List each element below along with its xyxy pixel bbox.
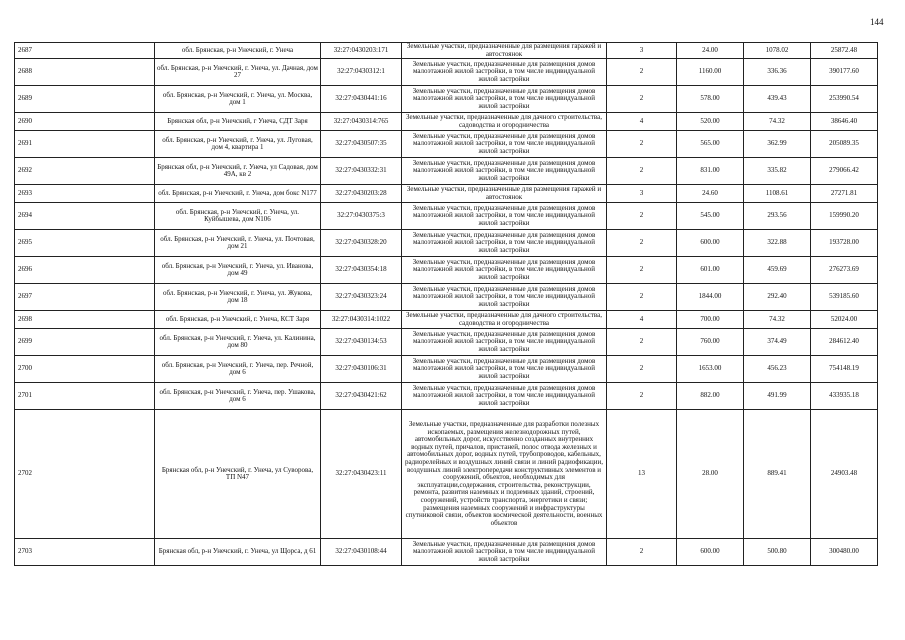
land-use-purpose-cell: Земельные участки, предназначенные для дачного строительства, садоводства и огородничества [402,113,607,131]
land-use-purpose-cell: Земельные участки, предназначенные для размещения домов малоэтажной жилой застройки, в том числе индивидуальной жилой застройки [402,539,607,566]
table-row [15,59,878,86]
cadastral-value-cell: 300480.00 [811,539,878,566]
specific-value-cell: 335.82 [744,158,811,185]
cadastral-number-cell: 32:27:0430106:31 [321,356,402,383]
specific-value-cell: 74.32 [744,113,811,131]
cadastral-value-cell: 193728.00 [811,230,878,257]
table-row [15,410,878,539]
land-use-purpose-cell: Земельные участки, предназначенные для размещения домов малоэтажной жилой застройки, в том числе индивидуальной жилой застройки [402,383,607,410]
area-cell: 578.00 [677,86,744,113]
address-cell: обл. Брянская, р-н Унечский, г. Унеча, ул. Куйбышева, дом N106 [155,203,321,230]
cadastral-number-cell: 32:27:0430421:62 [321,383,402,410]
land-use-purpose-cell: Земельные участки, предназначенные для размещения домов малоэтажной жилой застройки, в том числе индивидуальной жилой застройки [402,59,607,86]
address-cell: обл. Брянская, р-н Унечский, г. Унеча, ул. Луговая, дом 4, квартира 1 [155,131,321,158]
use-group-cell: 2 [607,383,677,410]
land-use-purpose-cell: Земельные участки, предназначенные для размещения домов малоэтажной жилой застройки, в том числе индивидуальной жилой застройки [402,86,607,113]
area-cell: 600.00 [677,230,744,257]
cadastral-number-cell: 32:27:0430323:24 [321,284,402,311]
specific-value-cell: 500.80 [744,539,811,566]
row-number-cell: 2701 [15,383,155,410]
address-cell: обл. Брянская, р-н Унечский, г. Унеча, пер. Ушакова, дом 6 [155,383,321,410]
cadastral-value-cell: 284612.40 [811,329,878,356]
area-cell: 520.00 [677,113,744,131]
cadastral-number-cell: 32:27:0430203:28 [321,185,402,203]
row-number-cell: 2688 [15,59,155,86]
area-cell: 600.00 [677,539,744,566]
cadastral-number-cell: 32:27:0430314:1022 [321,311,402,329]
table-row [15,230,878,257]
area-cell: 1653.00 [677,356,744,383]
table-row [15,383,878,410]
cadastral-number-cell: 32:27:0430375:3 [321,203,402,230]
land-use-purpose-cell: Земельные участки, предназначенные для размещения домов малоэтажной жилой застройки, в том числе индивидуальной жилой застройки [402,131,607,158]
table-row [15,311,878,329]
area-cell: 700.00 [677,311,744,329]
area-cell: 24.60 [677,185,744,203]
table-body [15,43,878,566]
land-use-purpose-cell: Земельные участки, предназначенные для размещения домов малоэтажной жилой застройки, в том числе индивидуальной жилой застройки [402,158,607,185]
table-row [15,113,878,131]
table-row [15,257,878,284]
area-cell: 565.00 [677,131,744,158]
specific-value-cell: 322.88 [744,230,811,257]
land-use-purpose-cell: Земельные участки, предназначенные для дачного строительства, садоводства и огородничества [402,311,607,329]
row-number-cell: 2700 [15,356,155,383]
table-row [15,356,878,383]
land-use-purpose-cell: Земельные участки, предназначенные для разработки полезных ископаемых, размещения железнодорожных путей, автомобильных дорог, искусственно созданных внутренних водных путей, причалов, пристаней, полос отвода железных и автомобильных дорог, водных путей, трубопроводов, кабельных, радиорелейных и воздушных линий связи и линий радиофикации, воздушных линий электропередачи конструктивных элементов и сооружений, объектов, необходимых для эксплуатации,содержания, строительства, реконструкции, ремонта, развития наземных и подземных зданий, строений, сооружений, устройств транспорта, энергетики и связи; размещения наземных сооружений и инфраструктуры спутниковой связи, объектов космической деятельности, военных объектов [402,410,607,539]
specific-value-cell: 456.23 [744,356,811,383]
land-use-purpose-cell: Земельные участки, предназначенные для размещения домов малоэтажной жилой застройки, в том числе индивидуальной жилой застройки [402,257,607,284]
use-group-cell: 2 [607,86,677,113]
cadastral-number-cell: 32:27:0430312:1 [321,59,402,86]
cadastral-number-cell: 32:27:0430328:20 [321,230,402,257]
use-group-cell: 13 [607,410,677,539]
cadastral-value-cell: 25872.48 [811,43,878,59]
land-use-purpose-cell: Земельные участки, предназначенные для размещения домов малоэтажной жилой застройки, в том числе индивидуальной жилой застройки [402,356,607,383]
address-cell: обл. Брянская, р-н Унечский, г. Унеча, ул. Иванова, дом 49 [155,257,321,284]
use-group-cell: 2 [607,203,677,230]
row-number-cell: 2699 [15,329,155,356]
land-use-purpose-cell: Земельные участки, предназначенные для размещения домов малоэтажной жилой застройки, в том числе индивидуальной жилой застройки [402,284,607,311]
cadastral-number-cell: 32:27:0430423:11 [321,410,402,539]
address-cell: обл. Брянская, р-н Унечский, г. Унеча, ул. Почтовая, дом 21 [155,230,321,257]
cadastral-value-cell: 159990.20 [811,203,878,230]
row-number-cell: 2702 [15,410,155,539]
use-group-cell: 2 [607,284,677,311]
specific-value-cell: 1078.02 [744,43,811,59]
use-group-cell: 2 [607,539,677,566]
row-number-cell: 2691 [15,131,155,158]
land-registry-table [14,42,878,566]
address-cell: обл. Брянская, р-н Унечский, г. Унеча [155,43,321,59]
cadastral-number-cell: 32:27:0430108:44 [321,539,402,566]
use-group-cell: 4 [607,113,677,131]
use-group-cell: 2 [607,59,677,86]
use-group-cell: 2 [607,131,677,158]
cadastral-number-cell: 32:27:0430203:171 [321,43,402,59]
cadastral-value-cell: 205089.35 [811,131,878,158]
cadastral-value-cell: 27271.81 [811,185,878,203]
specific-value-cell: 374.49 [744,329,811,356]
specific-value-cell: 459.69 [744,257,811,284]
cadastral-number-cell: 32:27:0430314:765 [321,113,402,131]
cadastral-value-cell: 433935.18 [811,383,878,410]
table-row [15,185,878,203]
address-cell: обл. Брянская, р-н Унечский, г. Унеча, ул. Москва, дом 1 [155,86,321,113]
cadastral-value-cell: 276273.69 [811,257,878,284]
address-cell: обл. Брянская, р-н Унечский, г. Унеча, ул. Жукова, дом 18 [155,284,321,311]
use-group-cell: 2 [607,158,677,185]
table-row [15,43,878,59]
table-row [15,203,878,230]
use-group-cell: 2 [607,257,677,284]
address-cell: обл. Брянская, р-н Унечский, г. Унеча, ул. Калинина, дом 80 [155,329,321,356]
address-cell: Брянская обл, р-н Унечский, г. Унеча, ул Щорса, д 61 [155,539,321,566]
row-number-cell: 2692 [15,158,155,185]
specific-value-cell: 293.56 [744,203,811,230]
area-cell: 24.00 [677,43,744,59]
address-cell: Брянская обл, р-н Унечский, г. Унеча, ул Садовая, дом 49А, кв 2 [155,158,321,185]
area-cell: 545.00 [677,203,744,230]
use-group-cell: 2 [607,356,677,383]
land-use-purpose-cell: Земельные участки, предназначенные для размещения гаражей и автостоянок [402,185,607,203]
address-cell: Брянская обл, р-н Унечский, г. Унеча, ул Суворова, ТП N47 [155,410,321,539]
specific-value-cell: 491.99 [744,383,811,410]
area-cell: 28.00 [677,410,744,539]
address-cell: Брянская обл, р-н Унечский, г Унеча, СДТ Заря [155,113,321,131]
table-row [15,329,878,356]
area-cell: 831.00 [677,158,744,185]
land-use-purpose-cell: Земельные участки, предназначенные для размещения гаражей и автостоянок [402,43,607,59]
cadastral-number-cell: 32:27:0430507:35 [321,131,402,158]
cadastral-number-cell: 32:27:0430354:18 [321,257,402,284]
use-group-cell: 3 [607,185,677,203]
area-cell: 882.00 [677,383,744,410]
cadastral-value-cell: 279066.42 [811,158,878,185]
row-number-cell: 2687 [15,43,155,59]
row-number-cell: 2697 [15,284,155,311]
address-cell: обл. Брянская, р-н Унечский, г. Унеча, пер. Речной, дом 6 [155,356,321,383]
address-cell: обл. Брянская, р-н Унечский, г. Унеча, дом бокс N177 [155,185,321,203]
table-row [15,86,878,113]
cadastral-value-cell: 38646.40 [811,113,878,131]
table-row [15,284,878,311]
cadastral-value-cell: 754148.19 [811,356,878,383]
specific-value-cell: 336.36 [744,59,811,86]
specific-value-cell: 74.32 [744,311,811,329]
cadastral-value-cell: 24903.48 [811,410,878,539]
cadastral-value-cell: 539185.60 [811,284,878,311]
row-number-cell: 2694 [15,203,155,230]
area-cell: 1160.00 [677,59,744,86]
cadastral-value-cell: 253990.54 [811,86,878,113]
cadastral-number-cell: 32:27:0430134:53 [321,329,402,356]
specific-value-cell: 439.43 [744,86,811,113]
specific-value-cell: 292.40 [744,284,811,311]
cadastral-number-cell: 32:27:0430441:16 [321,86,402,113]
specific-value-cell: 1108.61 [744,185,811,203]
cadastral-value-cell: 390177.60 [811,59,878,86]
row-number-cell: 2703 [15,539,155,566]
table-row [15,131,878,158]
address-cell: обл. Брянская, р-н Унечский, г. Унеча, ул. Дачная, дом 27 [155,59,321,86]
row-number-cell: 2689 [15,86,155,113]
cadastral-number-cell: 32:27:0430332:31 [321,158,402,185]
table-row [15,539,878,566]
row-number-cell: 2690 [15,113,155,131]
land-use-purpose-cell: Земельные участки, предназначенные для размещения домов малоэтажной жилой застройки, в том числе индивидуальной жилой застройки [402,230,607,257]
page-number: 144 [870,17,884,27]
use-group-cell: 2 [607,329,677,356]
area-cell: 1844.00 [677,284,744,311]
use-group-cell: 3 [607,43,677,59]
land-use-purpose-cell: Земельные участки, предназначенные для размещения домов малоэтажной жилой застройки, в том числе индивидуальной жилой застройки [402,329,607,356]
specific-value-cell: 362.99 [744,131,811,158]
table-row [15,158,878,185]
row-number-cell: 2698 [15,311,155,329]
land-use-purpose-cell: Земельные участки, предназначенные для размещения домов малоэтажной жилой застройки, в том числе индивидуальной жилой застройки [402,203,607,230]
use-group-cell: 4 [607,311,677,329]
row-number-cell: 2693 [15,185,155,203]
row-number-cell: 2696 [15,257,155,284]
use-group-cell: 2 [607,230,677,257]
row-number-cell: 2695 [15,230,155,257]
address-cell: обл. Брянская, р-н Унечский, г. Унеча, КСТ Заря [155,311,321,329]
area-cell: 601.00 [677,257,744,284]
specific-value-cell: 889.41 [744,410,811,539]
area-cell: 760.00 [677,329,744,356]
cadastral-value-cell: 52024.00 [811,311,878,329]
